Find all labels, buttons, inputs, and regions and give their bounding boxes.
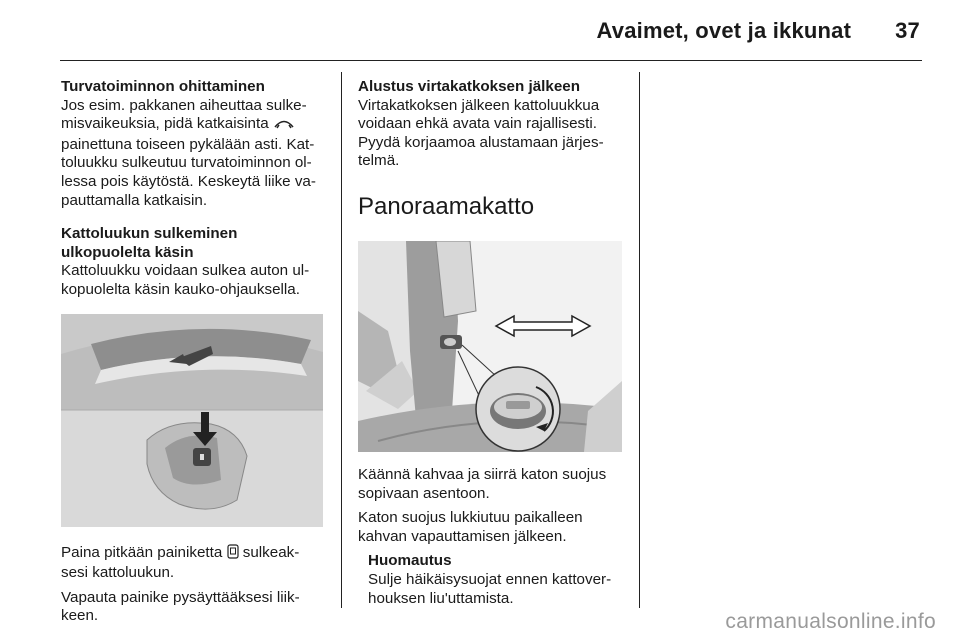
page-header	[596, 18, 920, 44]
left-column	[61, 78, 323, 626]
middle-column	[358, 78, 624, 608]
press-button-text	[61, 544, 323, 583]
watermark: carmanualsonline.info	[725, 610, 936, 633]
press-button-text-b: sulkeak-sesi kattoluukun.	[61, 543, 300, 582]
reset-text: Virtakatkoksen jälkeen kattoluukkua voidaan ehkä avata vain rajallisesti. Pyydä korjaamoa alustamaan järjes-telmä.	[358, 96, 604, 170]
safety-override-text-a: Jos esim. pakkanen aiheuttaa sulke-misvaikeuksia, pidä katkaisinta	[61, 96, 307, 133]
column-divider	[639, 72, 640, 608]
page-number: 37	[895, 18, 920, 43]
header-title: Avaimet, ovet ja ikkunat	[596, 18, 852, 43]
roof-button-icon	[227, 544, 239, 565]
panoramic-roof-illustration	[358, 241, 622, 452]
lock-text: Katon suojus lukkiutuu paikalleen kahvan vapauttamisen jälkeen.	[358, 509, 583, 545]
note-box	[368, 552, 624, 608]
note-text: Sulje häikäisysuojat ennen kattover-houksen liu'uttamista.	[368, 570, 612, 607]
remote-key-illustration	[61, 314, 323, 527]
sunroof-switch-icon	[273, 117, 295, 136]
close-from-outside-text: Kattoluukku voidaan sulkea auton ul-kopuolelta käsin kauko-ohjauksella.	[61, 262, 310, 298]
release-button-text: Vapauta painike pysäyttääksesi liik-keen.	[61, 588, 300, 625]
section-heading-reset: Alustus virtakatkoksen jälkeen	[358, 78, 581, 95]
turn-handle-text: Käännä kahvaa ja siirrä katon suojus sopivaan asentoon.	[358, 465, 607, 502]
press-button-text-a: Paina pitkään painiketta	[61, 543, 223, 561]
safety-override-text-b: painettuna toiseen pykälään asti. Kat-toluukku sulkeutuu turvatoiminnon ol-lessa pois käytöstä. Keskeytä liike va-pauttamalla katkaisin.	[61, 135, 316, 209]
section-title-panoramic-roof: Panoraamakatto	[358, 192, 535, 220]
header-rule	[60, 60, 922, 61]
note-heading: Huomautus	[368, 552, 452, 570]
column-divider	[341, 72, 342, 608]
section-heading-close-from-outside: Kattoluukun sulkeminen ulkopuolelta käsin	[61, 225, 238, 261]
safety-override-text	[61, 97, 323, 211]
section-heading-safety-override: Turvatoiminnon ohittaminen	[61, 78, 265, 95]
